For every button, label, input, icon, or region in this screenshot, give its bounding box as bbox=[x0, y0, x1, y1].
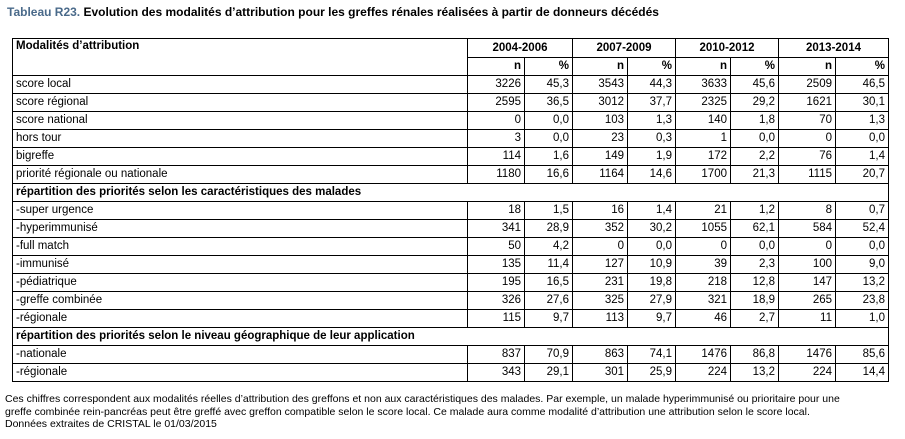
cell-count: 2325 bbox=[676, 94, 731, 112]
row-label: score national bbox=[13, 112, 468, 130]
cell-percent: 30,2 bbox=[628, 220, 676, 238]
cell-count: 3012 bbox=[573, 94, 628, 112]
cell-percent: 46,5 bbox=[836, 76, 889, 94]
cell-percent: 14,4 bbox=[836, 364, 889, 382]
header-modalites: Modalités d’attribution bbox=[13, 39, 468, 76]
cell-count: 1476 bbox=[676, 346, 731, 364]
cell-count: 3 bbox=[468, 130, 525, 148]
subheader-pct: % bbox=[731, 58, 779, 76]
cell-count: 39 bbox=[676, 256, 731, 274]
footnote-line: Ces chiffres correspondent aux modalités réelles d’attribution des greffons et non aux caractéristiques des malades. Par exemple, un malade hyperimmunisé ou prioritaire pour une bbox=[5, 393, 840, 405]
cell-count: 195 bbox=[468, 274, 525, 292]
cell-count: 103 bbox=[573, 112, 628, 130]
cell-percent: 2,7 bbox=[731, 310, 779, 328]
cell-count: 76 bbox=[779, 148, 836, 166]
cell-percent: 1,3 bbox=[836, 112, 889, 130]
section-header-row bbox=[13, 184, 889, 202]
cell-count: 301 bbox=[573, 364, 628, 382]
cell-count: 1700 bbox=[676, 166, 731, 184]
cell-percent: 1,8 bbox=[731, 112, 779, 130]
subheader-pct: % bbox=[836, 58, 889, 76]
table-title-text: Evolution des modalités d’attribution pour les greffes rénales réalisées à partir de donneurs décédés bbox=[83, 5, 659, 19]
cell-percent: 28,9 bbox=[525, 220, 573, 238]
cell-percent: 0,0 bbox=[731, 130, 779, 148]
cell-percent: 1,2 bbox=[731, 202, 779, 220]
cell-percent: 4,2 bbox=[525, 238, 573, 256]
cell-percent: 0,0 bbox=[525, 130, 573, 148]
cell-count: 224 bbox=[676, 364, 731, 382]
cell-count: 352 bbox=[573, 220, 628, 238]
cell-count: 16 bbox=[573, 202, 628, 220]
cell-count: 218 bbox=[676, 274, 731, 292]
footnote-line: Données extraites de CRISTAL le 01/03/2015 bbox=[5, 418, 217, 430]
cell-count: 8 bbox=[779, 202, 836, 220]
cell-percent: 13,2 bbox=[836, 274, 889, 292]
row-label: -greffe combinée bbox=[13, 292, 468, 310]
cell-count: 147 bbox=[779, 274, 836, 292]
cell-percent: 1,9 bbox=[628, 148, 676, 166]
cell-count: 172 bbox=[676, 148, 731, 166]
footnotes bbox=[5, 393, 900, 431]
subheader-pct: % bbox=[525, 58, 573, 76]
subheader-n: n bbox=[779, 58, 836, 76]
table-row bbox=[13, 238, 889, 256]
cell-percent: 62,1 bbox=[731, 220, 779, 238]
cell-percent: 18,9 bbox=[731, 292, 779, 310]
table-row bbox=[13, 202, 889, 220]
cell-percent: 0,3 bbox=[628, 130, 676, 148]
cell-count: 115 bbox=[468, 310, 525, 328]
table-row bbox=[13, 130, 889, 148]
cell-percent: 2,2 bbox=[731, 148, 779, 166]
table-row bbox=[13, 364, 889, 382]
cell-count: 1180 bbox=[468, 166, 525, 184]
cell-count: 0 bbox=[676, 238, 731, 256]
cell-count: 11 bbox=[779, 310, 836, 328]
cell-percent: 9,7 bbox=[628, 310, 676, 328]
row-label: -nationale bbox=[13, 346, 468, 364]
section-label: répartition des priorités selon le niveau géographique de leur application bbox=[13, 328, 889, 346]
cell-percent: 52,4 bbox=[836, 220, 889, 238]
cell-percent: 29,2 bbox=[731, 94, 779, 112]
cell-percent: 1,3 bbox=[628, 112, 676, 130]
cell-percent: 44,3 bbox=[628, 76, 676, 94]
cell-count: 224 bbox=[779, 364, 836, 382]
cell-percent: 27,9 bbox=[628, 292, 676, 310]
cell-count: 135 bbox=[468, 256, 525, 274]
cell-percent: 25,9 bbox=[628, 364, 676, 382]
row-label: score local bbox=[13, 76, 468, 94]
cell-count: 140 bbox=[676, 112, 731, 130]
subheader-n: n bbox=[676, 58, 731, 76]
row-label: -super urgence bbox=[13, 202, 468, 220]
cell-percent: 14,6 bbox=[628, 166, 676, 184]
cell-percent: 16,6 bbox=[525, 166, 573, 184]
cell-percent: 85,6 bbox=[836, 346, 889, 364]
cell-percent: 70,9 bbox=[525, 346, 573, 364]
cell-count: 18 bbox=[468, 202, 525, 220]
cell-count: 2509 bbox=[779, 76, 836, 94]
cell-count: 1621 bbox=[779, 94, 836, 112]
table-row bbox=[13, 346, 889, 364]
cell-count: 584 bbox=[779, 220, 836, 238]
table-row bbox=[13, 292, 889, 310]
cell-percent: 10,9 bbox=[628, 256, 676, 274]
cell-percent: 1,4 bbox=[628, 202, 676, 220]
cell-percent: 20,7 bbox=[836, 166, 889, 184]
table-row bbox=[13, 148, 889, 166]
period-header: 2004-2006 bbox=[468, 39, 573, 58]
cell-percent: 0,7 bbox=[836, 202, 889, 220]
cell-count: 3226 bbox=[468, 76, 525, 94]
cell-count: 3633 bbox=[676, 76, 731, 94]
cell-count: 321 bbox=[676, 292, 731, 310]
cell-count: 0 bbox=[468, 112, 525, 130]
cell-percent: 45,3 bbox=[525, 76, 573, 94]
cell-count: 23 bbox=[573, 130, 628, 148]
cell-count: 0 bbox=[779, 238, 836, 256]
cell-percent: 0,0 bbox=[525, 112, 573, 130]
cell-count: 1476 bbox=[779, 346, 836, 364]
cell-count: 113 bbox=[573, 310, 628, 328]
cell-count: 341 bbox=[468, 220, 525, 238]
subheader-n: n bbox=[468, 58, 525, 76]
cell-count: 1055 bbox=[676, 220, 731, 238]
cell-percent: 13,2 bbox=[731, 364, 779, 382]
row-label: -régionale bbox=[13, 310, 468, 328]
period-header: 2007-2009 bbox=[573, 39, 676, 58]
section-label: répartition des priorités selon les caractéristiques des malades bbox=[13, 184, 889, 202]
row-label: -full match bbox=[13, 238, 468, 256]
cell-percent: 21,3 bbox=[731, 166, 779, 184]
cell-percent: 37,7 bbox=[628, 94, 676, 112]
cell-percent: 1,6 bbox=[525, 148, 573, 166]
row-label: hors tour bbox=[13, 130, 468, 148]
table-row bbox=[13, 220, 889, 238]
cell-percent: 30,1 bbox=[836, 94, 889, 112]
cell-percent: 36,5 bbox=[525, 94, 573, 112]
cell-percent: 27,6 bbox=[525, 292, 573, 310]
cell-percent: 45,6 bbox=[731, 76, 779, 94]
table-row bbox=[13, 166, 889, 184]
row-label: -hyperimmunisé bbox=[13, 220, 468, 238]
subheader-pct: % bbox=[628, 58, 676, 76]
cell-percent: 2,3 bbox=[731, 256, 779, 274]
cell-percent: 1,5 bbox=[525, 202, 573, 220]
cell-count: 114 bbox=[468, 148, 525, 166]
cell-percent: 0,0 bbox=[836, 130, 889, 148]
row-label: -immunisé bbox=[13, 256, 468, 274]
attribution-table bbox=[12, 38, 889, 382]
cell-percent: 23,8 bbox=[836, 292, 889, 310]
table-row bbox=[13, 76, 889, 94]
cell-count: 0 bbox=[573, 238, 628, 256]
cell-count: 21 bbox=[676, 202, 731, 220]
cell-count: 231 bbox=[573, 274, 628, 292]
cell-percent: 1,0 bbox=[836, 310, 889, 328]
cell-count: 127 bbox=[573, 256, 628, 274]
cell-count: 2595 bbox=[468, 94, 525, 112]
cell-percent: 74,1 bbox=[628, 346, 676, 364]
cell-percent: 19,8 bbox=[628, 274, 676, 292]
row-label: priorité régionale ou nationale bbox=[13, 166, 468, 184]
footnote-line: greffe combinée rein-pancréas peut être greffé avec greffon compatible selon le score local. Ce malade aura comme modalité d’attribution une attribution selon le score local. bbox=[5, 405, 810, 418]
cell-count: 1 bbox=[676, 130, 731, 148]
cell-percent: 0,0 bbox=[628, 238, 676, 256]
cell-percent: 12,8 bbox=[731, 274, 779, 292]
cell-percent: 29,1 bbox=[525, 364, 573, 382]
cell-percent: 0,0 bbox=[731, 238, 779, 256]
row-label: bigreffe bbox=[13, 148, 468, 166]
cell-count: 863 bbox=[573, 346, 628, 364]
cell-percent: 9,7 bbox=[525, 310, 573, 328]
table-row bbox=[13, 274, 889, 292]
table-body bbox=[13, 76, 889, 382]
row-label: -régionale bbox=[13, 364, 468, 382]
cell-count: 1115 bbox=[779, 166, 836, 184]
table-row bbox=[13, 310, 889, 328]
cell-percent: 11,4 bbox=[525, 256, 573, 274]
cell-count: 50 bbox=[468, 238, 525, 256]
table-title bbox=[7, 5, 659, 19]
cell-count: 0 bbox=[779, 130, 836, 148]
period-header: 2010-2012 bbox=[676, 39, 779, 58]
period-header: 2013-2014 bbox=[779, 39, 889, 58]
subheader-n: n bbox=[573, 58, 628, 76]
cell-count: 46 bbox=[676, 310, 731, 328]
cell-percent: 86,8 bbox=[731, 346, 779, 364]
row-label: score régional bbox=[13, 94, 468, 112]
cell-count: 265 bbox=[779, 292, 836, 310]
row-label: -pédiatrique bbox=[13, 274, 468, 292]
cell-count: 1164 bbox=[573, 166, 628, 184]
cell-count: 149 bbox=[573, 148, 628, 166]
cell-count: 100 bbox=[779, 256, 836, 274]
cell-count: 70 bbox=[779, 112, 836, 130]
section-header-row bbox=[13, 328, 889, 346]
table-title-prefix: Tableau R23. bbox=[7, 5, 81, 19]
period-header-row bbox=[13, 39, 889, 58]
cell-count: 3543 bbox=[573, 76, 628, 94]
table-row bbox=[13, 94, 889, 112]
cell-percent: 0,0 bbox=[836, 238, 889, 256]
cell-percent: 9,0 bbox=[836, 256, 889, 274]
cell-percent: 16,5 bbox=[525, 274, 573, 292]
cell-count: 343 bbox=[468, 364, 525, 382]
cell-percent: 1,4 bbox=[836, 148, 889, 166]
cell-count: 326 bbox=[468, 292, 525, 310]
table-row bbox=[13, 112, 889, 130]
cell-count: 837 bbox=[468, 346, 525, 364]
table-row bbox=[13, 256, 889, 274]
cell-count: 325 bbox=[573, 292, 628, 310]
